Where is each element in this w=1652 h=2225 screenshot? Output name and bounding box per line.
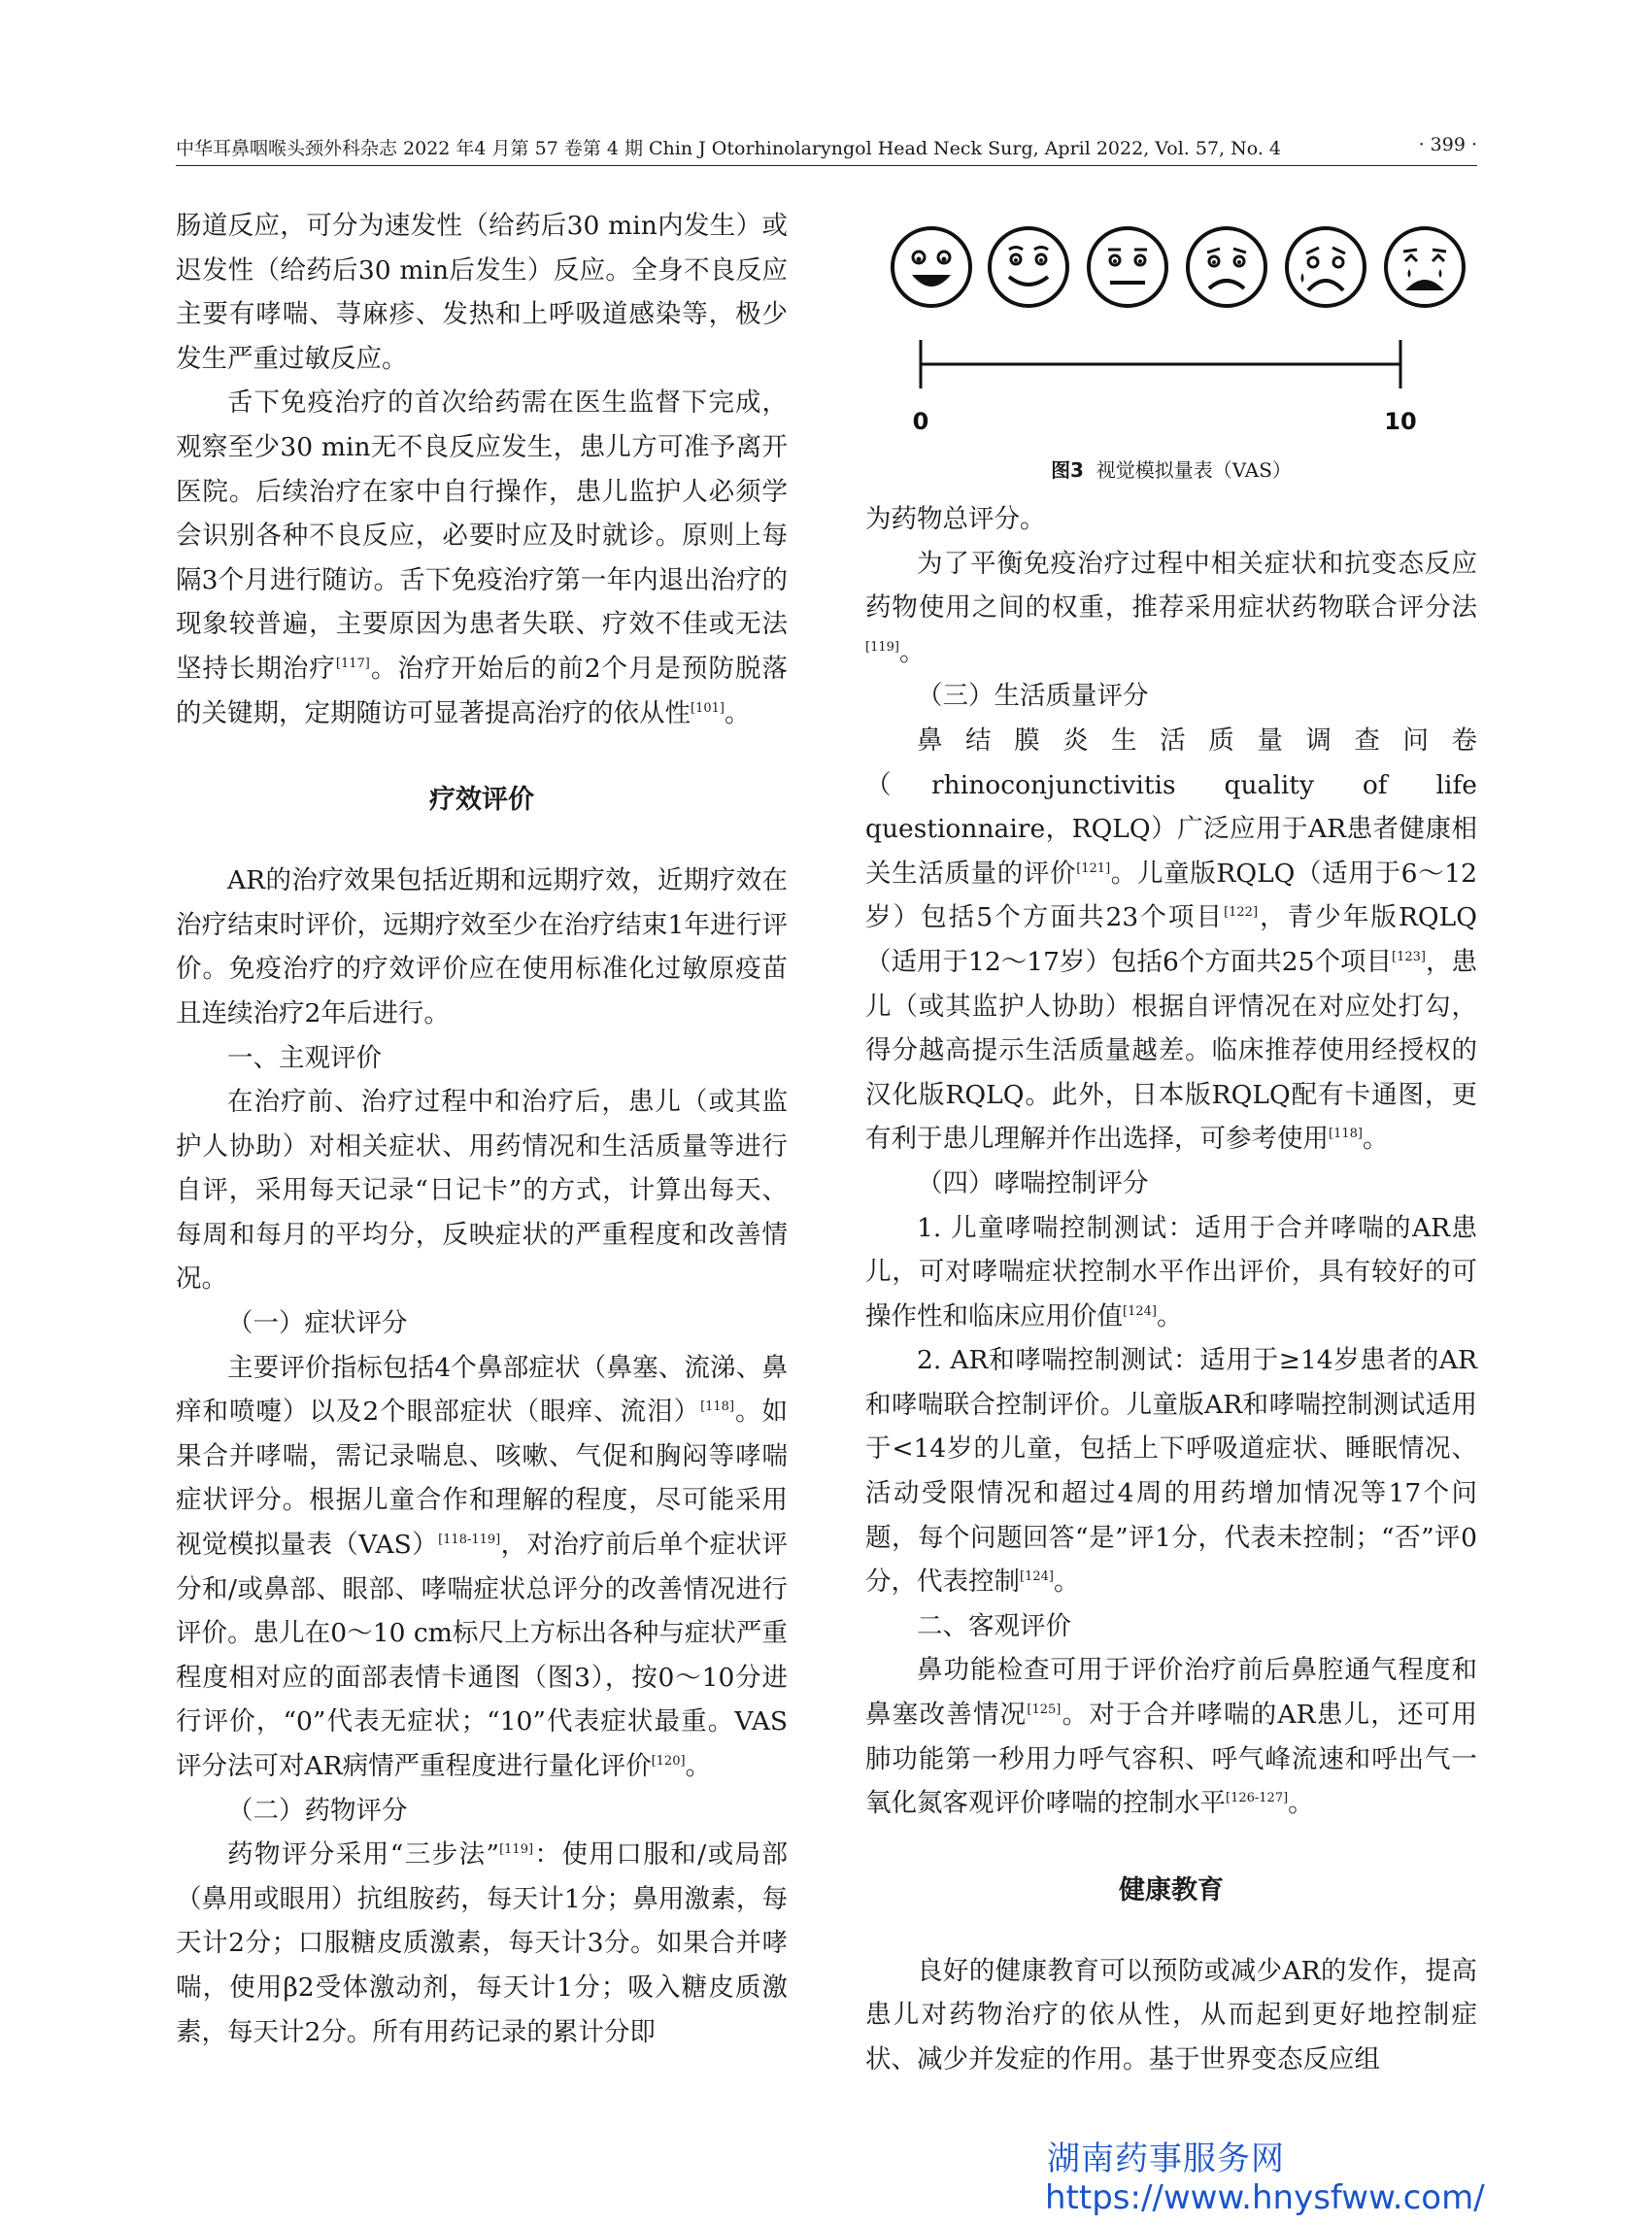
- scale-min-label: 0: [912, 408, 929, 435]
- journal-citation: 中华耳鼻咽喉头颈外科杂志 2022 年4 月第 57 卷第 4 期 Chin J Otorhinolaryngol Head Neck Surg, April 2022, Vol. 57, No. 4: [176, 138, 1282, 159]
- reference[interactable]: [118]: [700, 1399, 735, 1415]
- section-heading: 疗效评价: [429, 785, 534, 816]
- running-header: [176, 130, 1477, 166]
- faces-row: [891, 223, 1466, 311]
- reference[interactable]: [119]: [499, 1842, 534, 1858]
- paragraph: 为药物总评分。: [865, 504, 1046, 534]
- subheading: （二）药物评分: [227, 1795, 408, 1826]
- reference[interactable]: [120]: [651, 1754, 686, 1770]
- paragraph: 在治疗前、治疗过程中和治疗后，患儿（或其监护人协助）对相关症状、用药情况和生活质量等进行自评，采用每天记录“日记卡”的方式，计算出每天、每周和每月的平均分，反映症状的严重程度和改善情况。: [176, 1087, 788, 1295]
- paragraph: 为了平衡免疫治疗过程中相关症状和抗变态反应药物使用之间的权重，推荐采用症状药物联合评分法[119]。: [865, 548, 1477, 667]
- reference[interactable]: [117]: [335, 657, 370, 672]
- reference[interactable]: [119]: [865, 639, 899, 655]
- reference[interactable]: [125]: [1027, 1702, 1062, 1718]
- paragraph: 舌下免疫治疗的首次给药需在医生监督下完成，观察至少30 min无不良反应发生，患儿方可准予离开医院。后续治疗在家中自行操作，患儿监护人必须学会识别各种不良反应，必要时应及时就诊。原则上每隔3个月进行随访。舌下免疫治疗第一年内退出治疗的现象较普遍，主要原因为患者失联、疗效不佳或无法坚持长期治疗[117]。治疗开始后的前2个月是预防脱落的关键期，定期随访可显著提高治疗的依从性[101]。: [176, 388, 788, 728]
- face-very-happy-icon: [893, 228, 970, 306]
- reference[interactable]: [124]: [1123, 1303, 1157, 1319]
- subheading: （三）生活质量评分: [917, 681, 1149, 712]
- watermark: [1045, 2140, 1485, 2217]
- reference[interactable]: [123]: [1392, 950, 1426, 965]
- reference[interactable]: [121]: [1076, 860, 1111, 876]
- paragraph: 良好的健康教育可以预防或减少AR的发作，提高患儿对药物治疗的依从性，从而起到更好地控制症状、减少并发症的作用。基于世界变态反应组: [865, 1955, 1477, 2074]
- reference[interactable]: [124]: [1020, 1569, 1054, 1585]
- reference[interactable]: [126-127]: [1226, 1791, 1289, 1806]
- paragraph: 2. AR和哮喘控制测试：适用于≥14岁患者的AR和哮喘联合控制评价。儿童版AR和哮喘控制测试适用于<14岁的儿童，包括上下呼吸道症状、睡眠情况、活动受限情况和超过4周的用药增加情况等17个问题，每个问题回答“是”评1分，代表未控制；“否”评0分，代表控制[124]。: [865, 1345, 1477, 1598]
- paragraph: 药物评分采用“三步法”[119]：使用口服和/或局部（鼻用或眼用）抗组胺药，每天计1分；鼻用激素，每天计2分；口服糖皮质激素，每天计3分。如果合并哮喘，使用β2受体激动剂，每天计1分；吸入糖皮质激素，每天计2分。所有用药记录的累计分即: [176, 1839, 788, 2047]
- reference[interactable]: [122]: [1224, 905, 1259, 921]
- page-number: · 399 ·: [1418, 134, 1477, 155]
- figure-caption-text: 视觉模拟量表（VAS）: [1096, 458, 1292, 482]
- paragraph: 主要评价指标包括4个鼻部症状（鼻塞、流涕、鼻痒和喷嚏）以及2个眼部症状（眼痒、流泪）[118]。如果合并哮喘，需记录喘息、咳嗽、气促和胸闷等哮喘症状评分。根据儿童合作和理解的程度，尽可能采用视觉模拟量表（VAS）[118-119]，对治疗前后单个症状评分和/或鼻部、眼部、哮喘症状总评分的改善情况进行评价。患儿在0～10 cm标尺上方标出各种与症状严重程度相对应的面部表情卡通图（图3），按0～10分进行评价，“0”代表无症状；“10”代表症状最重。VAS评分法可对AR病情严重程度进行量化评价[120]。: [176, 1352, 788, 1781]
- face-happy-icon: [990, 228, 1067, 306]
- left-column: [176, 204, 788, 2054]
- watermark-site-name: 湖南药事服务网: [1047, 2140, 1285, 2178]
- reference[interactable]: [118-119]: [438, 1533, 501, 1548]
- figure-3: [865, 204, 1477, 486]
- subheading: 一、主观评价: [227, 1042, 382, 1073]
- right-column: [865, 497, 1477, 2082]
- vas-scale: [865, 330, 1477, 447]
- subheading: （四）哮喘控制评分: [917, 1167, 1149, 1198]
- reference[interactable]: [118]: [1329, 1127, 1363, 1142]
- face-neutral-icon: [1089, 228, 1166, 306]
- figure-caption: [865, 455, 1477, 483]
- face-very-sad-icon: [1287, 228, 1365, 306]
- subheading: （一）症状评分: [227, 1308, 408, 1339]
- reference[interactable]: [101]: [691, 700, 725, 716]
- scale-max-label: 10: [1384, 408, 1417, 435]
- face-worst-pain-icon: [1386, 228, 1464, 306]
- paragraph: 肠道反应，可分为速发性（给药后30 min内发生）或迟发性（给药后30 min后发生）反应。全身不良反应主要有哮喘、荨麻疹、发热和上呼吸道感染等，极少发生严重过敏反应。: [176, 211, 788, 374]
- watermark-url[interactable]: https://www.hnysfww.com/: [1045, 2178, 1485, 2217]
- paragraph: AR的治疗效果包括近期和远期疗效，近期疗效在治疗结束时评价，远期疗效至少在治疗结束1年进行评价。免疫治疗的疗效评价应在使用标准化过敏原疫苗且连续治疗2年后进行。: [176, 865, 788, 1028]
- paragraph: 1. 儿童哮喘控制测试：适用于合并哮喘的AR患儿，可对哮喘症状控制水平作出评价，具有较好的可操作性和临床应用价值[124]。: [865, 1212, 1477, 1332]
- face-sad-icon: [1188, 228, 1265, 306]
- paragraph: 鼻结膜炎生活质量调查问卷（rhinoconjunctivitis quality of life questionnaire，RQLQ）广泛应用于AR患者健康相关生活质量的评价[121]。儿童版RQLQ（适用于6～12岁）包括5个方面共23个项目[122]，青少年版RQLQ（适用于12～17岁）包括6个方面共25个项目[123]，患儿（或其监护人协助）根据自评情况在对应处打勾，得分越高提示生活质量越差。临床推荐使用经授权的汉化版RQLQ。此外，日本版RQLQ配有卡通图，更有利于患儿理解并作出选择，可参考使用[118]。: [865, 725, 1477, 1155]
- figure-label: 图3: [1051, 458, 1084, 482]
- subheading: 二、客观评价: [917, 1610, 1071, 1641]
- section-heading: 健康教育: [1119, 1874, 1224, 1905]
- paragraph: 鼻功能检查可用于评价治疗前后鼻腔通气程度和鼻塞改善情况[125]。对于合并哮喘的AR患儿，还可用肺功能第一秒用力呼气容积、呼气峰流速和呼出气一氧化氮客观评价哮喘的控制水平[126-127]。: [865, 1655, 1478, 1819]
